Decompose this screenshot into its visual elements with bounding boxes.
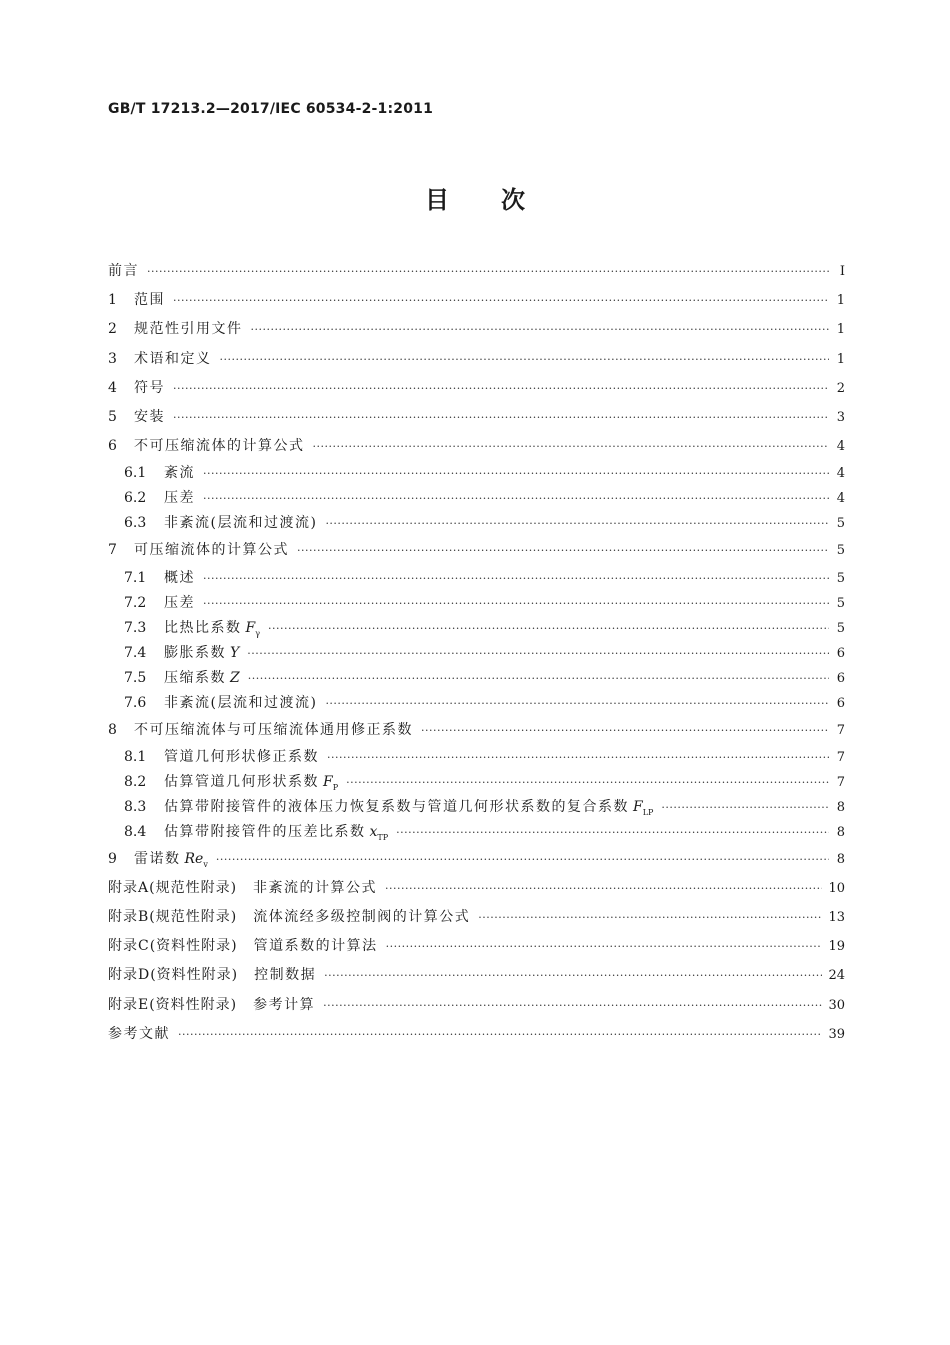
toc-entry-number: 1 — [108, 292, 117, 309]
toc-entry-title: 管道系数的计算法 — [253, 938, 378, 955]
toc-entry-title: 非紊流(层流和过渡流) — [164, 515, 318, 532]
toc-page-number: 10 — [828, 880, 845, 896]
title-char-1: 目 — [425, 186, 449, 214]
toc-appendix-label: 附录C(资料性附录) — [108, 938, 238, 955]
toc-page-number: 39 — [828, 1026, 845, 1042]
toc-entry-title: 膨胀系数 — [164, 644, 226, 661]
toc-page-number: 6 — [836, 670, 845, 686]
toc-leader-dots — [327, 745, 829, 770]
toc-entry-symbol: Z — [230, 669, 240, 686]
toc-leader-dots — [178, 1020, 822, 1049]
toc-entry-number: 7.2 — [124, 594, 147, 611]
toc-leader-dots — [251, 315, 830, 344]
toc-leader-dots — [313, 432, 830, 461]
toc-entry-title: 估算带附接管件的液体压力恢复系数与管道几何形状系数的复合系数 — [164, 798, 629, 815]
toc-entry[interactable] — [108, 641, 845, 666]
toc-page-number: 19 — [828, 939, 845, 955]
toc-entry-title: 参考计算 — [253, 996, 316, 1013]
toc-entry-number: 7 — [108, 542, 117, 559]
toc-entry[interactable] — [108, 716, 845, 745]
toc-page-number: 4 — [836, 439, 845, 455]
toc-entry[interactable] — [108, 315, 845, 344]
toc-page-number: 1 — [836, 293, 845, 309]
toc-entry[interactable] — [108, 874, 845, 903]
toc-entry-number: 3 — [108, 350, 117, 367]
toc-page-number: 7 — [836, 774, 845, 790]
toc-entry-title: 比热比系数 — [164, 619, 242, 636]
toc-entry-number: 5 — [108, 408, 117, 425]
toc-entry[interactable] — [108, 991, 845, 1020]
toc-leader-dots — [323, 991, 822, 1020]
toc-leader-dots — [173, 374, 829, 403]
page-title — [0, 180, 950, 215]
toc-page-number: Ⅰ — [839, 264, 845, 279]
toc-entry-symbol: Y — [230, 644, 240, 661]
toc-entry-title: 非紊流的计算公式 — [253, 879, 378, 896]
toc-entry-symbol: $F_{LP}$ — [633, 798, 654, 817]
toc-entry-symbol: $Re_v$ — [184, 850, 208, 869]
toc-entry-number: 7.1 — [124, 569, 147, 586]
toc-leader-dots — [268, 616, 829, 641]
toc-entry[interactable] — [108, 432, 845, 461]
toc-entry[interactable] — [108, 374, 845, 403]
toc-entry[interactable] — [108, 795, 845, 820]
toc-entry[interactable] — [108, 486, 845, 511]
toc-page-number: 8 — [836, 824, 845, 840]
toc-entry[interactable] — [108, 932, 845, 961]
toc-leader-dots — [297, 536, 829, 565]
toc-leader-dots — [203, 486, 829, 511]
toc-entry-title: 控制数据 — [254, 967, 317, 984]
toc-leader-dots — [346, 770, 829, 795]
toc-entry[interactable] — [108, 511, 845, 536]
toc-entry-number: 7.6 — [124, 694, 147, 711]
toc-entry-number: 8 — [108, 721, 117, 738]
toc-leader-dots — [173, 403, 829, 432]
toc-entry-title: 可压缩流体的计算公式 — [134, 542, 289, 559]
toc-entry-title: 估算带附接管件的压差比系数 — [164, 823, 366, 840]
toc-page-number: 5 — [836, 595, 845, 611]
toc-entry-title: 安装 — [134, 408, 165, 425]
toc-page-number: 8 — [836, 851, 845, 867]
toc-entry-number: 7.5 — [124, 669, 147, 686]
toc-entry-number: 2 — [108, 321, 117, 338]
toc-entry[interactable] — [108, 820, 845, 845]
toc-entry[interactable] — [108, 566, 845, 591]
toc-entry[interactable] — [108, 461, 845, 486]
toc-entry-title: 紊流 — [164, 465, 195, 482]
table-of-contents — [108, 257, 845, 1049]
toc-page-number: 5 — [836, 620, 845, 636]
toc-entry-title: 管道几何形状修正系数 — [164, 748, 319, 765]
toc-entry[interactable] — [108, 345, 845, 374]
toc-leader-dots — [396, 820, 829, 845]
toc-entry[interactable] — [108, 961, 845, 990]
toc-entry-title: 压差 — [164, 594, 195, 611]
toc-page-number: 3 — [836, 409, 845, 425]
toc-leader-dots — [147, 257, 829, 286]
toc-entry-number: 6.1 — [124, 465, 147, 482]
toc-entry[interactable] — [108, 666, 845, 691]
toc-page-number: 6 — [836, 695, 845, 711]
toc-page-number: 1 — [836, 351, 845, 367]
toc-page-number: 4 — [836, 466, 845, 482]
toc-entry-title: 压缩系数 — [164, 669, 226, 686]
toc-leader-dots — [421, 716, 829, 745]
toc-entry-title: 范围 — [134, 292, 165, 309]
toc-entry-title: 估算管道几何形状系数 — [164, 773, 319, 790]
toc-leader-dots — [325, 511, 829, 536]
toc-page-number: 4 — [836, 491, 845, 507]
toc-leader-dots — [661, 795, 829, 820]
toc-entry-symbol: $x_{TP}$ — [369, 823, 389, 842]
toc-page-number: 5 — [836, 516, 845, 532]
toc-leader-dots — [386, 932, 823, 961]
toc-entry-title: 术语和定义 — [134, 350, 212, 367]
toc-leader-dots — [173, 286, 829, 315]
toc-leader-dots — [324, 961, 822, 990]
toc-leader-dots — [385, 874, 822, 903]
toc-page-number: 13 — [828, 910, 845, 926]
toc-entry-number: 8.3 — [124, 798, 147, 815]
toc-entry-title: 参考文献 — [108, 1025, 170, 1042]
toc-entry-title: 非紊流(层流和过渡流) — [164, 694, 318, 711]
toc-entry[interactable] — [108, 1020, 845, 1049]
toc-entry[interactable] — [108, 770, 845, 795]
toc-leader-dots — [248, 666, 829, 691]
toc-page-number: 7 — [836, 749, 845, 765]
toc-entry-title: 流体流经多级控制阀的计算公式 — [253, 909, 471, 926]
toc-leader-dots — [220, 345, 830, 374]
toc-appendix-label: 附录A(规范性附录) — [108, 879, 238, 896]
toc-entry-number: 6 — [108, 438, 117, 455]
toc-entry[interactable] — [108, 286, 845, 315]
toc-entry-title: 不可压缩流体的计算公式 — [134, 438, 305, 455]
toc-entry[interactable] — [108, 845, 845, 874]
toc-page-number: 5 — [836, 543, 845, 559]
toc-entry-number: 8.2 — [124, 773, 147, 790]
toc-leader-dots — [203, 461, 829, 486]
standard-code-header: GB/T 17213.2—2017/IEC 60534-2-1:2011 — [108, 101, 434, 117]
toc-entry-number: 9 — [108, 850, 117, 867]
toc-entry[interactable] — [108, 616, 845, 641]
toc-entry-symbol: $F_\gamma$ — [245, 619, 260, 638]
toc-leader-dots — [216, 845, 829, 874]
toc-entry-title: 规范性引用文件 — [134, 321, 243, 338]
toc-page-number: 24 — [828, 968, 845, 984]
toc-entry-title: 概述 — [164, 569, 195, 586]
toc-entry-title: 符号 — [134, 379, 165, 396]
toc-entry[interactable] — [108, 745, 845, 770]
toc-entry-number: 8.1 — [124, 748, 147, 765]
title-char-2: 次 — [501, 186, 525, 214]
toc-entry-symbol: $F_P$ — [323, 773, 339, 792]
toc-leader-dots — [325, 691, 829, 716]
toc-appendix-label: 附录D(资料性附录) — [108, 967, 239, 984]
toc-leader-dots — [203, 566, 829, 591]
toc-entry-number: 6.2 — [124, 490, 147, 507]
toc-entry-number: 4 — [108, 379, 117, 396]
toc-page-number: 8 — [836, 799, 845, 815]
toc-entry[interactable] — [108, 536, 845, 565]
toc-entry[interactable] — [108, 591, 845, 616]
toc-leader-dots — [247, 641, 829, 666]
toc-appendix-label: 附录E(资料性附录) — [108, 996, 238, 1013]
toc-entry[interactable] — [108, 403, 845, 432]
toc-page-number: 1 — [836, 322, 845, 338]
toc-page-number: 2 — [836, 380, 845, 396]
toc-entry[interactable] — [108, 257, 845, 286]
toc-page-number: 5 — [836, 570, 845, 586]
toc-entry-title: 前言 — [108, 263, 139, 279]
toc-entry[interactable] — [108, 691, 845, 716]
toc-entry-title: 压差 — [164, 490, 195, 507]
toc-entry-title: 不可压缩流体与可压缩流体通用修正系数 — [134, 721, 413, 738]
toc-leader-dots — [203, 591, 829, 616]
toc-entry-title: 雷诺数 — [134, 850, 181, 867]
toc-entry-number: 7.4 — [124, 644, 147, 661]
toc-leader-dots — [478, 903, 822, 932]
toc-entry-number: 7.3 — [124, 619, 147, 636]
toc-entry[interactable] — [108, 903, 845, 932]
toc-page-number: 7 — [836, 722, 845, 738]
toc-appendix-label: 附录B(规范性附录) — [108, 909, 238, 926]
toc-page-number: 30 — [828, 997, 845, 1013]
toc-page-number: 6 — [836, 645, 845, 661]
toc-entry-number: 6.3 — [124, 515, 147, 532]
toc-entry-number: 8.4 — [124, 823, 147, 840]
